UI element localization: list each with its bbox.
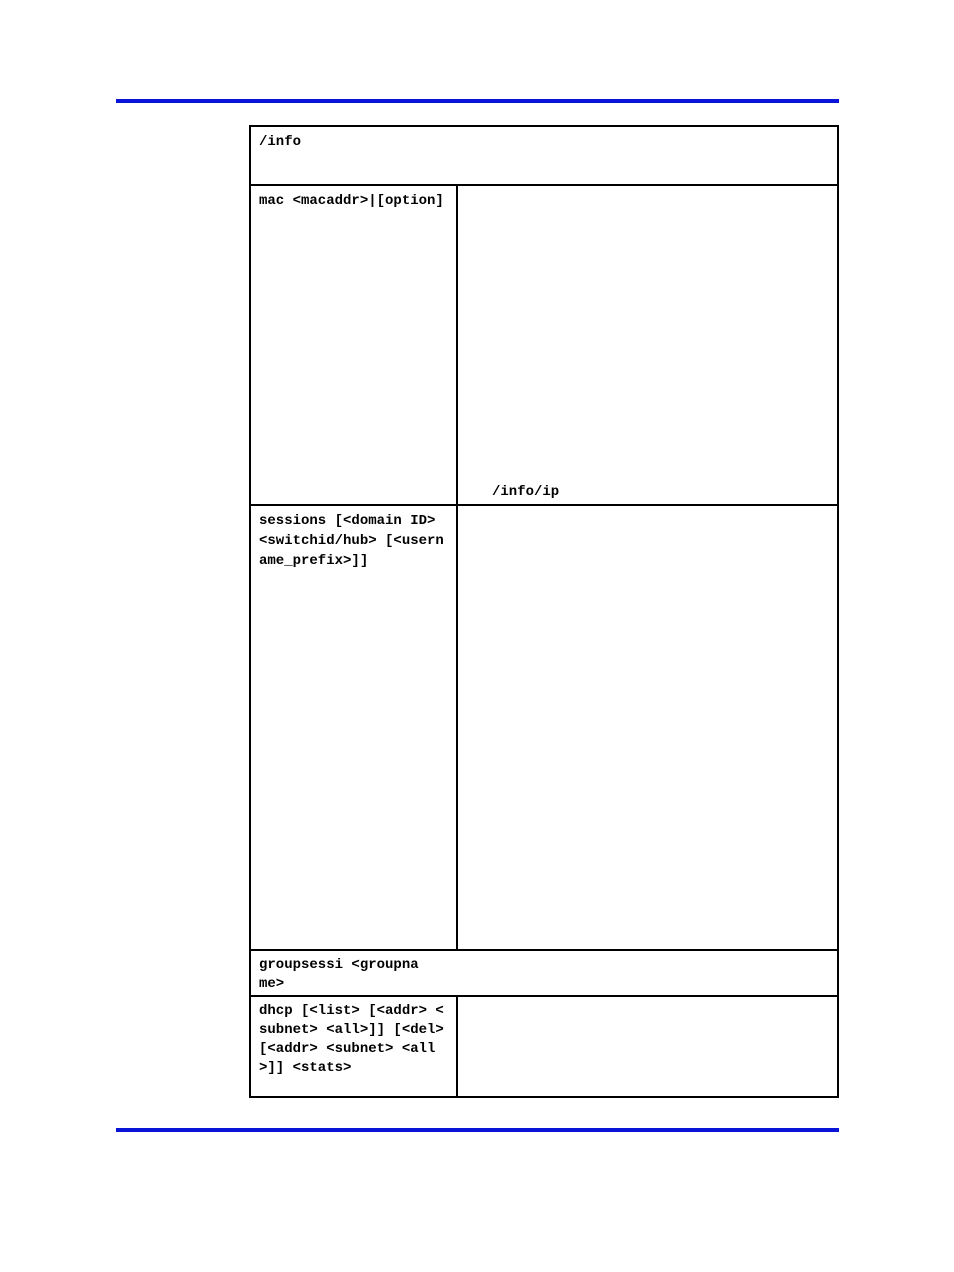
table-row [251,504,837,949]
description-cell [456,997,837,1098]
footer-rule [116,1128,839,1132]
command-table [249,125,839,1098]
header-rule [116,99,839,103]
command-syntax: sessions [<domain ID> <switchid/hub> [<username_prefix>]] [259,513,444,569]
table-row [251,949,837,995]
command-cell [251,186,456,504]
command-syntax: groupsessi <groupname> [259,957,419,992]
command-syntax: mac <macaddr>|[option] [259,193,444,209]
command-syntax: dhcp [<list> [<addr> <subnet> <all>]] [<del> [<addr> <subnet> <all>]] <stats> [259,1003,453,1076]
header-cell [251,127,837,184]
cross-reference: /info/ip [492,484,560,500]
description-cell [456,506,837,949]
table-header-row [251,127,837,184]
description-cell [456,186,837,504]
table-row [251,995,837,1098]
menu-path: /info [259,134,302,150]
command-cell [251,951,431,995]
command-cell [251,506,456,949]
command-cell [251,997,456,1098]
table-row [251,184,837,504]
